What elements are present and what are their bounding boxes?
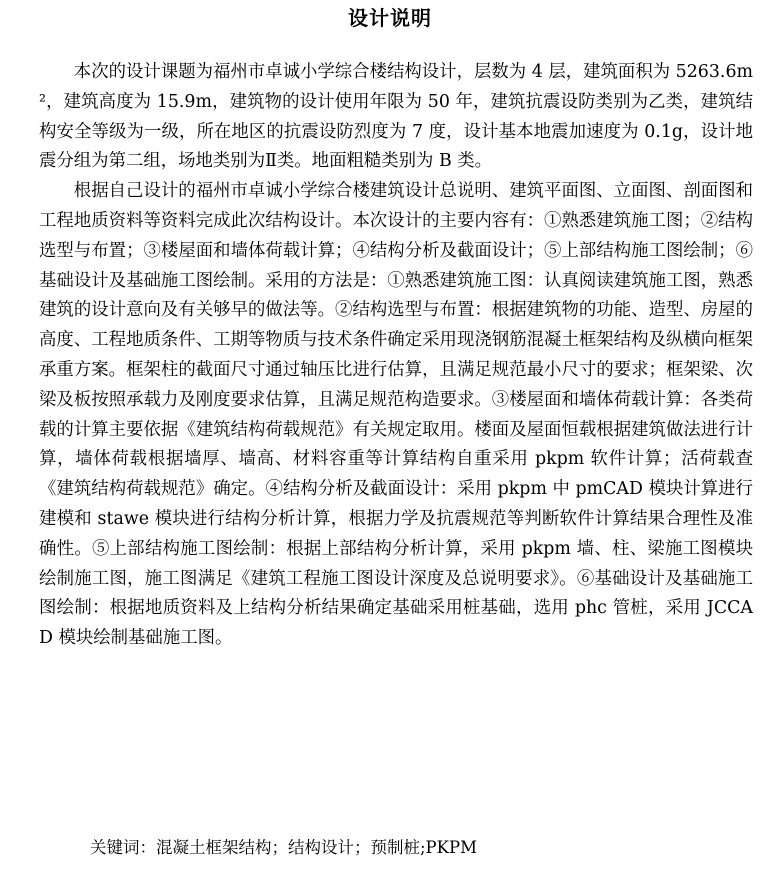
keywords-label: 关键词： bbox=[90, 838, 156, 857]
keywords-line bbox=[90, 834, 477, 862]
document-title: 设计说明 bbox=[348, 6, 432, 30]
paragraph-design-content: 根据自己设计的福州市卓诚小学综合楼建筑设计总说明、建筑平面图、立面图、剖面图和工程地质资料等资料完成此次结构设计。本次设计的主要内容有：①熟悉建筑施工图；②结构选型与布置；③楼屋面和墙体荷载计算；④结构分析及截面设计；⑤上部结构施工图绘制；⑥基础设计及基础施工图绘制。采用的方法是：①熟悉建筑施工图：认真阅读建筑施工图，熟悉建筑的设计意向及有关够早的做法等。②结构选型与布置：根据建筑物的功能、造型、房屋的高度、工程地质条件、工期等物质与技术条件确定采用现浇钢筋混凝土框架结构及纵横向框架承重方案。框架柱的截面尺寸通过轴压比进行估算，且满足规范最小尺寸的要求；框架梁、次梁及板按照承载力及刚度要求估算，且满足规范构造要求。③楼屋面和墙体荷载计算：各类荷载的计算主要依据《建筑结构荷载规范》有关规定取用。楼面及屋面恒载根据建筑做法进行计算，墙体荷载根据墙厚、墙高、材料容重等计算结构自重采用 pkpm 软件计算；活荷载查《建筑结构荷载规范》确定。④结构分析及截面设计：采用 pkpm 中 pmCAD 模块计算进行建模和 stawe 模块进行结构分析计算，根据力学及抗震规范等判断软件计算结果合理性及准确性。⑤上部结构施工图绘制：根据上部结构分析计算，采用 pkpm 墙、柱、梁施工图模块绘制施工图，施工图满足《建筑工程施工图设计深度及总说明要求》。⑥基础设计及基础施工图绘制：根据地质资料及上结构分析结果确定基础采用桩基础，选用 phc 管桩，采用 JCCAD 模块绘制基础施工图。 bbox=[39, 181, 753, 649]
paragraph-project-overview: 本次的设计课题为福州市卓诚小学综合楼结构设计，层数为 4 层，建筑面积为 5263.6m²，建筑高度为 15.9m，建筑物的设计使用年限为 50 年，建筑抗震设防类别为乙类，建筑结构安全等级为一级，所在地区的抗震设防烈度为 7 度，设计基本地震加速度为 0.1g，设计地震分组为第二组，场地类别为Ⅱ类。地面粗糙类别为 B 类。 bbox=[39, 62, 753, 172]
keywords-value: 混凝土框架结构；结构设计；预制桩;PKPM bbox=[156, 838, 477, 857]
document-body bbox=[39, 58, 753, 654]
